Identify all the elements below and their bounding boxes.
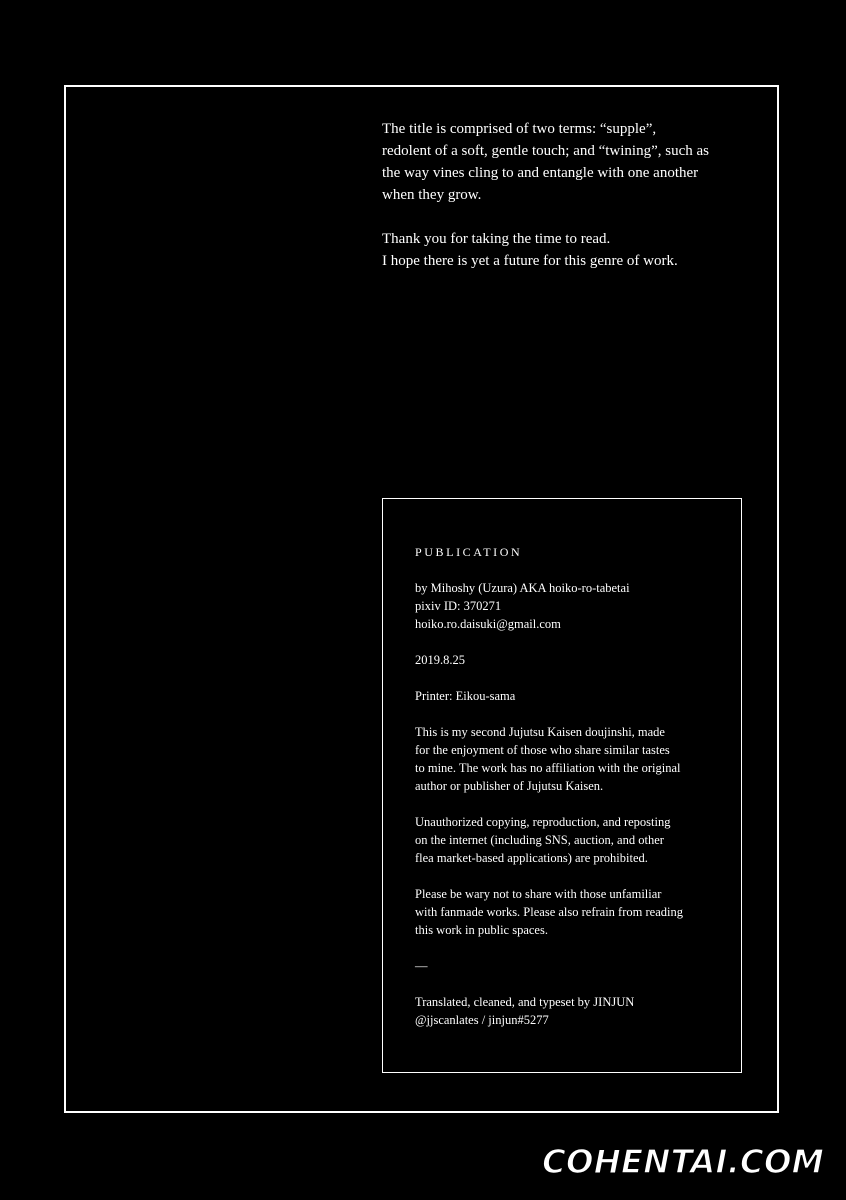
publication-divider: — [415, 959, 428, 973]
publication-sharing-warning: Please be wary not to share with those unfamiliar with fanmade works. Please also refrain from reading this work in public spaces. [415, 887, 683, 937]
watermark-logo-graphic [540, 1140, 830, 1182]
publication-author-details: by Mihoshy (Uzura) AKA hoiko-ro-tabetai pixiv ID: 370271 hoiko.ro.daisuki@gmail.com [415, 581, 630, 631]
publication-printer: Printer: Eikou-sama [415, 689, 516, 703]
publication-about: This is my second Jujutsu Kaisen doujinshi, made for the enjoyment of those who share similar tastes to mine. The work has no affiliation with the original author or publisher of Jujutsu Kaisen. [415, 725, 681, 793]
publication-credits: Translated, cleaned, and typeset by JINJUN @jjscanlates / jinjun#5277 [415, 995, 635, 1027]
site-watermark-logo [540, 1140, 830, 1182]
intro-text-block [382, 118, 752, 294]
publication-date: 2019.8.25 [415, 653, 465, 667]
publication-info-box [382, 498, 742, 1073]
publication-copyright-notice: Unauthorized copying, reproduction, and reposting on the internet (including SNS, auction, and other flea market-based applications) are prohibited. [415, 815, 671, 865]
intro-paragraph-thanks: Thank you for taking the time to read. I hope there is yet a future for this genre of work. [382, 231, 678, 269]
intro-paragraph-title-meaning: The title is comprised of two terms: “supple”, redolent of a soft, gentle touch; and “twining”, such as the way vines cling to and entangle with one another when they grow. [382, 121, 709, 203]
publication-heading: PUBLICATION [415, 545, 523, 559]
watermark-text: COHENTAI.COM [542, 1142, 825, 1181]
